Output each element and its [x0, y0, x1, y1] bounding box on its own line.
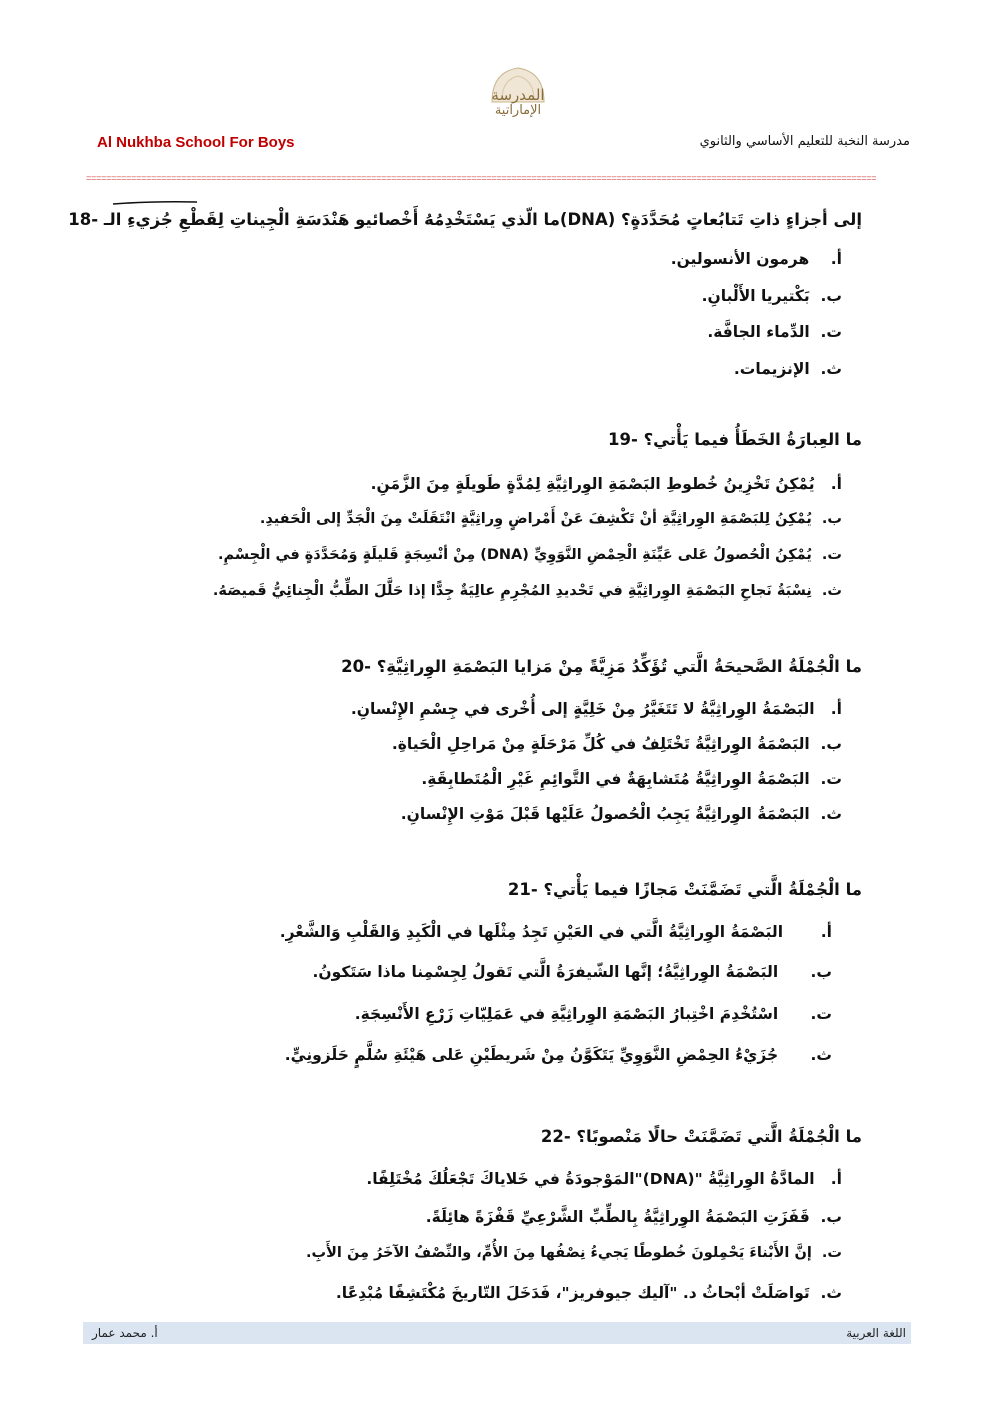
- option-text: البَصْمَةُ الوِراثِيَّةُ تَخْتَلِفُ في كُلِّ مَرْحَلَةٍ مِنْ مَراحِلِ الْحَياةِ.: [391, 735, 810, 753]
- option-a: [280, 923, 832, 941]
- option-text: البَصْمَةُ الوِراثِيَّةُ لا تَتَغَيَّرُ مِنْ خَلِيَّةٍ إلى أُخْرى في جِسْمِ الإِنْسانِ.: [350, 700, 815, 718]
- option-text: يُمْكِنُ تَخْزِينُ خُطوطِ البَصْمَةِ الوِراثِيَّةِ لِمُدَّةٍ طَويلَةٍ مِنَ الزَّمَنِ.: [370, 475, 815, 493]
- option-text: جُزَيْءُ الحِمْضِ النَّوَوِيِّ يَتَكَوَّنُ مِنْ شَريطَيْنِ عَلى هَيْئَةِ سُلَّمٍ حَلَزونِيٍّ.: [284, 1046, 779, 1064]
- option-letter: ث.: [821, 583, 842, 599]
- option-a: [371, 475, 842, 493]
- option-text: يُمْكِنُ لِلبَصْمَةِ الوِراثِيَّةِ أنْ تَكْشِفَ عَنْ أَمْراضٍ وِراثِيَّةٍ انْتَقَلَتْ مِنَ الْجَدِّ إلى الْحَفيدِ.: [259, 511, 812, 527]
- option-text: البَصْمَةُ الوِراثِيَّةُ الَّتي في العَيْنِ تَجِدُ مِثْلَها في الْكَبِدِ وَالقَلْبِ وَالشَّعْرِ.: [279, 923, 784, 941]
- footer-bar: [83, 1322, 911, 1344]
- option-text: يُمْكِنُ الْحُصولُ عَلى عَيِّنَةِ الْحِمْضِ النَّوَوِيِّ (DNA) مِنْ أنْسِجَةٍ قَليلَةٍ وَمُحَدَّدَةٍ في الْجِسْمِ.: [217, 547, 812, 563]
- option-letter: أ.: [830, 1170, 842, 1188]
- school-name-ar: مدرسة النخبة للتعليم الأساسي والثانوي: [699, 134, 910, 149]
- option-letter: ث.: [820, 1284, 842, 1302]
- option-text: نِسْبَةُ نَجاحِ البَصْمَةِ الوِراثِيَّةِ في تَحْديدِ المُجْرِمِ عالِيَةٌ جِدًّا إذا حَلَّلَ الطِّبُّ الْجِنائِيُّ قَميصَهُ.: [212, 583, 812, 599]
- question-title: 19- ما العِبارَةُ الخَطَأُ فيما يَأْتي؟: [608, 430, 862, 449]
- option-b: [426, 1208, 842, 1226]
- option-text: هرمون الأنسولين.: [670, 250, 810, 268]
- option-a: [351, 700, 842, 718]
- option-letter: ب.: [810, 963, 832, 981]
- option-letter: ب.: [820, 287, 842, 305]
- option-letter: ث.: [820, 805, 842, 823]
- option-letter: ت.: [820, 323, 842, 341]
- option-letter: ت.: [821, 547, 842, 563]
- option-c: [306, 1245, 842, 1261]
- option-a: [671, 250, 842, 268]
- header-divider: ==============================================================================================================================================================: [86, 174, 877, 184]
- option-letter: أ.: [830, 250, 842, 268]
- option-letter: أ.: [830, 475, 842, 493]
- option-text: البَصْمَةُ الوِراثِيَّةُ يَجِبُ الْحُصولُ عَلَيْها قَبْلَ مَوْتِ الإِنْسانِ.: [400, 805, 810, 823]
- option-letter: ب.: [821, 511, 842, 527]
- option-letter: أ.: [820, 923, 832, 941]
- option-letter: ت.: [820, 770, 842, 788]
- option-text: المادَّةُ الوِراثِيَّةُ "(DNA)"المَوْجودَةُ في خَلاياكَ تَجْعَلُكَ مُخْتَلِفًا.: [366, 1170, 815, 1188]
- option-b: [702, 287, 842, 305]
- pen-stroke: [112, 200, 198, 206]
- logo-text-line1: المدرسة: [491, 86, 545, 104]
- question-title: 21- ما الْجُمْلَةُ الَّتي تَضَمَّنَتْ مَجازًا فيما يَأْتي؟: [507, 880, 862, 899]
- option-d: [213, 583, 842, 599]
- option-c: [421, 770, 842, 788]
- school-name-en: Al Nukhba School For Boys: [97, 134, 295, 151]
- option-a: [366, 1170, 842, 1188]
- option-d: [734, 360, 842, 378]
- footer-teacher: أ. محمد عمار: [92, 1326, 158, 1340]
- option-text: البَصْمَةُ الوِراثِيَّةُ؛ إنَّها الشّيفرَةُ الَّتي تَقولُ لِجِسْمِنا ماذا سَتَكونُ.: [312, 963, 779, 981]
- footer-subject: اللغة العربية: [846, 1326, 906, 1340]
- option-c: [707, 323, 842, 341]
- logo-text-line2: الإماراتية: [494, 103, 542, 118]
- option-b: [260, 511, 842, 527]
- option-letter: ت.: [810, 1005, 832, 1023]
- school-logo: [462, 62, 574, 118]
- option-text: بَكْتيريا الأَلْبانِ.: [701, 287, 810, 305]
- option-d: [401, 805, 842, 823]
- option-letter: ث.: [820, 360, 842, 378]
- option-text: تَواصَلَتْ أبْحاثُ د. "آليك جيوفريز"، فَدَخَلَ التّاريخَ مُكْتَشِفًا مُبْدِعًا.: [335, 1284, 810, 1302]
- question-title: 18- ما الّذي يَسْتَخْدِمُهُ أَخْصائيو هَنْدَسَةِ الْجِيناتِ لِقَطْعِ جُزيءِ الـ(DNA) إلى أجزاءٍ ذاتِ تَتابُعاتٍ مُحَدَّدَةٍ؟: [68, 210, 862, 229]
- question-title: 22- ما الْجُمْلَةُ الَّتي تَضَمَّنَتْ حالًا مَنْصوبًا؟: [540, 1127, 862, 1146]
- option-text: الإنزيمات.: [733, 360, 810, 378]
- option-d: [336, 1284, 842, 1302]
- option-b: [313, 963, 832, 981]
- option-letter: أ.: [830, 700, 842, 718]
- option-letter: ب.: [820, 1208, 842, 1226]
- option-c: [218, 547, 842, 563]
- option-c: [355, 1005, 832, 1023]
- option-letter: ب.: [820, 735, 842, 753]
- option-text: قَفَزَتِ البَصْمَةُ الوِراثِيَّةُ بِالطِّبِّ الشَّرْعِيِّ قَفْزَةً هائِلَةً.: [425, 1208, 810, 1226]
- option-letter: ث.: [810, 1046, 832, 1064]
- option-text: اسْتُخْدِمَ اخْتِبارُ البَصْمَةِ الوِراثِيَّةِ في عَمَلِيّاتِ زَرْعِ الأَنْسِجَةِ.: [354, 1005, 779, 1023]
- option-text: الدِّماء الجافَّة.: [707, 323, 810, 341]
- option-text: إنَّ الأَبْناءَ يَحْمِلونَ خُطوطًا يَجيءُ نِصْفُها مِنَ الأُمِّ، والنِّصْفُ الآخَرُ مِنَ الأَبِ.: [306, 1245, 812, 1261]
- option-text: البَصْمَةُ الوِراثِيَّةُ مُتَشابِهَةٌ في التَّوائِمِ غَيْرِ الْمُتَطابِقَةِ.: [421, 770, 810, 788]
- option-letter: ت.: [821, 1245, 842, 1261]
- question-title: 20- ما الْجُمْلَةُ الصَّحيحَةُ الَّتي تُؤَكِّدُ مَزِيَّةً مِنْ مَزايا البَصْمَةِ الوِراثِيَّةِ؟: [341, 657, 862, 676]
- option-b: [392, 735, 842, 753]
- option-d: [285, 1046, 832, 1064]
